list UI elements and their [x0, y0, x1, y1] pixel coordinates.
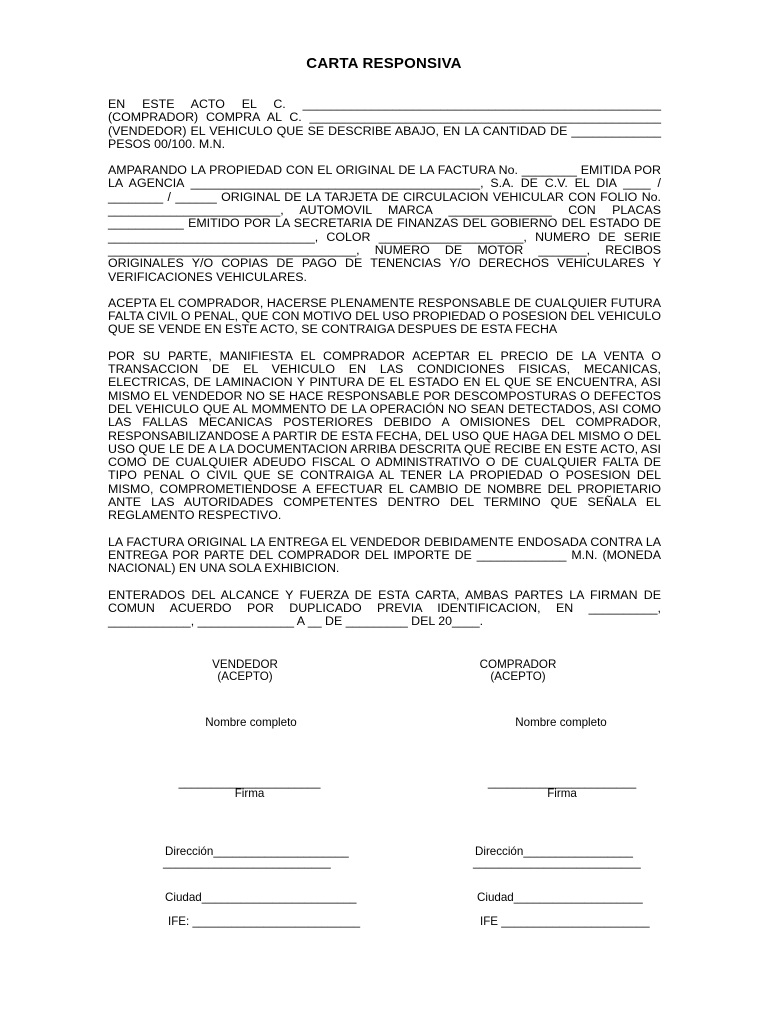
- buyer-name-label: Nombre completo: [515, 716, 607, 729]
- buyer-accept: (ACEPTO): [490, 670, 546, 683]
- seller-role: VENDEDOR: [212, 658, 278, 671]
- buyer-ife-field: IFE _______________________: [480, 915, 650, 928]
- seller-name-label: Nombre completo: [205, 716, 297, 729]
- seller-ife-field: IFE: __________________________: [168, 915, 361, 928]
- document-body: [108, 98, 661, 641]
- seller-address-line2: __________________________: [163, 856, 331, 869]
- buyer-address-line2: __________________________: [473, 856, 641, 869]
- paragraph-purchase: EN ESTE ACTO EL C. ____________________________________________________ (COMPRADOR) COMPRA AL C. ___________________________________________________ (VENDEDOR) EL VEHICULO QUE SE DESCRIBE ABAJO, EN LA CANTIDAD DE _____________ PESOS 00/100. M.N.: [108, 97, 661, 151]
- buyer-role: COMPRADOR: [479, 658, 557, 671]
- seller-city-field: Ciudad________________________: [165, 891, 357, 904]
- seller-signature-label: Firma: [234, 787, 265, 800]
- seller-accept: (ACEPTO): [217, 670, 273, 683]
- seller-address-field: Dirección_____________________: [165, 845, 349, 858]
- seller-signature-line: ______________________: [178, 776, 321, 789]
- paragraph-conditions: POR SU PARTE, MANIFIESTA EL COMPRADOR ACEPTAR EL PRECIO DE LA VENTA O TRANSACCION DE EL VEHICULO EN LAS CONDICIONES FISICAS, MECANICAS, ELECTRICAS, DE LAMINACION Y PINTURA DE EL ESTADO EN EL QUE SE ENCUENTRA, ASI MISMO EL VENDEDOR NO SE HACE RESPONSABLE POR DESCOMPOSTURAS O DEFECTOS DEL VEHICULO QUE AL MOMMENTO DE LA OPERACIÓN NO SEAN DETECTADOS, ASI COMO LAS FALLAS MECANICAS POSTERIORES DEBIDO A OMISIONES DEL COMPRADOR, RESPONSABILIZANDOSE A PARTIR DE ESTA FECHA, DEL USO QUE HAGA DEL MISMO O DEL USO QUE LE DE A LA DOCUMENTACION ARRIBA DESCRITA QUE RECIBE EN ESTE ACTO, ASI COMO DE CUALQUIER ADEUDO FISCAL O ADMINISTRATIVO O DE CUALQUIER FALTA DE TIPO PENAL O CIVIL QUE SE CONTRAIGA AL TENER LA PROPIEDAD O POSESION DEL MISMO, COMPROMETIENDOSE A EFECTUAR EL CAMBIO DE NOMBRE DEL PROPIETARIO ANTE LAS AUTORIDADES COMPETENTES DENTRO DEL TERMINO QUE SEÑALA EL REGLAMENTO RESPECTIVO.: [108, 348, 661, 523]
- document-title: CARTA RESPONSIVA: [306, 55, 462, 72]
- buyer-city-field: Ciudad____________________: [477, 891, 643, 904]
- paragraph-invoice: LA FACTURA ORIGINAL LA ENTREGA EL VENDEDOR DEBIDAMENTE ENDOSADA CONTRA LA ENTREGA POR PARTE DEL COMPRADOR DEL IMPORTE DE _____________ M.N. (MONEDA NACIONAL) EN UNA SOLA EXHIBICION.: [108, 534, 661, 576]
- paragraph-responsibility: ACEPTA EL COMPRADOR, HACERSE PLENAMENTE RESPONSABLE DE CUALQUIER FUTURA FALTA CIVIL O PENAL, QUE CON MOTIVO DEL USO PROPIEDAD O POSESION DEL VEHICULO QUE SE VENDE EN ESTE ACTO, SE CONTRAIGA DESPUES DE ESTA FECHA: [108, 295, 661, 337]
- buyer-signature-label: Firma: [547, 787, 577, 800]
- buyer-address-field: Dirección_________________: [475, 845, 633, 858]
- paragraph-ownership: AMPARANDO LA PROPIEDAD CON EL ORIGINAL DE LA FACTURA No. ________ EMITIDA POR LA AGENCIA __________________________________________, S.A. DE C.V. EL DIA ____ / ________ / ______ ORIGINAL DE LA TARJETA DE CIRCULACION VEHICULAR CON FOLIO No. _________________________, AUTOMOVIL MARCA _______________ CON PLACAS ___________ EMITIDO POR LA SECRETARIA DE FINANZAS DEL GOBIERNO DEL ESTADO DE ______________________________, COLOR _____________________, NUMERO DE SERIE ____________________________________, NUMERO DE MOTOR _______, RECIBOS ORIGINALES Y/O COPIAS DE PAGO DE TENENCIAS Y/O DERECHOS VEHICULARES Y VERIFICACIONES VEHICULARES.: [108, 163, 661, 284]
- buyer-signature-line: _______________________: [487, 776, 637, 789]
- paragraph-signing: ENTERADOS DEL ALCANCE Y FUERZA DE ESTA CARTA, AMBAS PARTES LA FIRMAN DE COMUN ACUERDO POR DUPLICADO PREVIA IDENTIFICACION, EN __________, ____________, ______________ A __ DE _________ DEL 20____.: [108, 587, 661, 629]
